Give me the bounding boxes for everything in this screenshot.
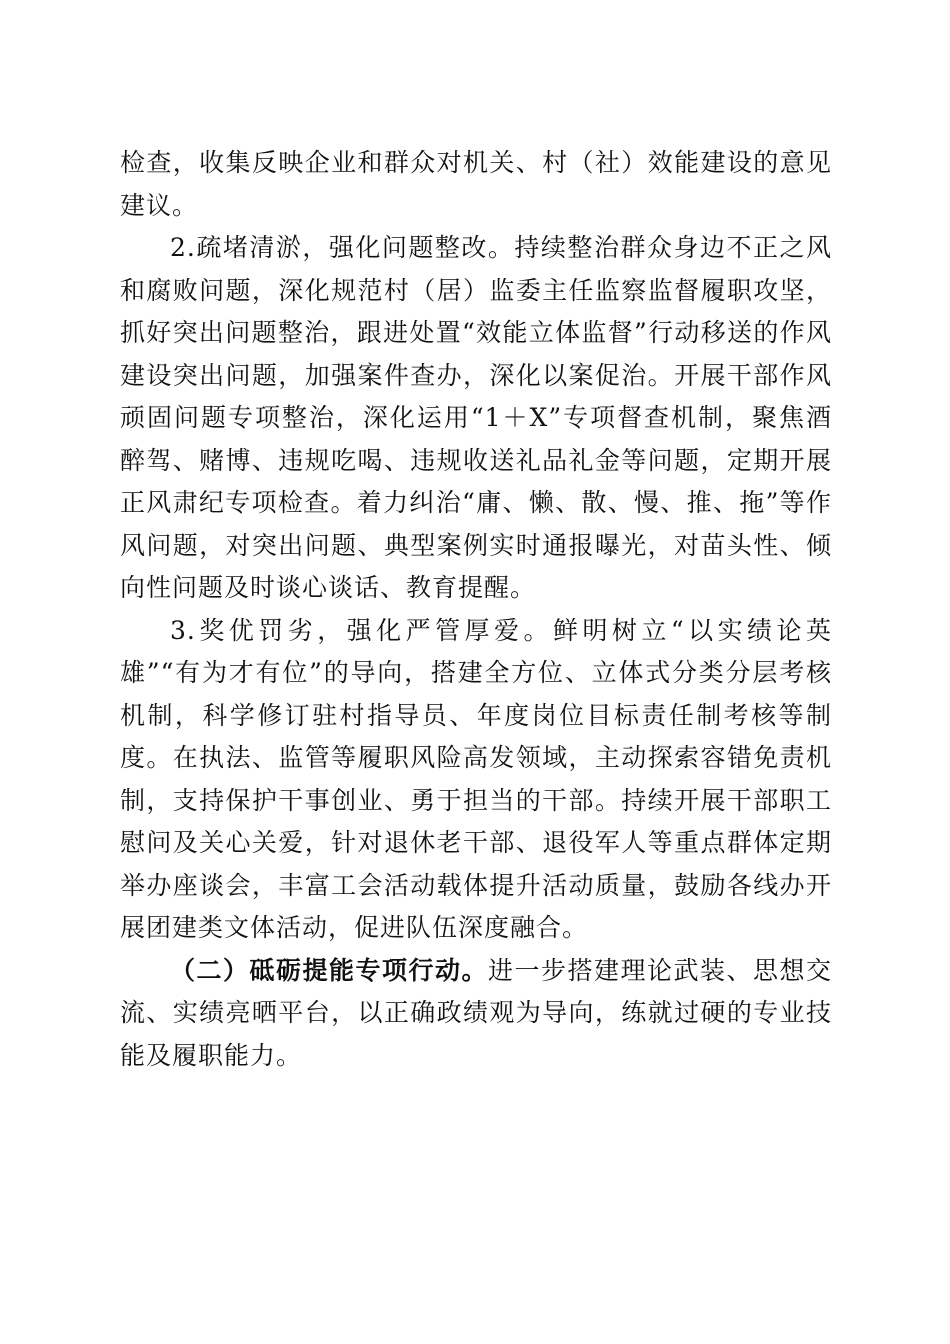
paragraph-continuation	[120, 142, 832, 227]
paragraph-item-3	[120, 610, 832, 950]
paragraph-text: 持续整治群众身边不正之风和腐败问题，深化规范村（居）监委主任监察监督履职攻坚，抓好突出问题整治，跟进处置“效能立体监督”行动移送的作风建设突出问题，加强案件查办，深化以案促治。开展干部作风顽固问题专项整治，深化运用“1＋X”专项督查机制，聚焦酒醉驾、赌博、违规吃喝、违规收送礼品礼金等问题，定期开展正风肃纪专项检查。着力纠治“庸、懒、散、慢、推、拖”等作风问题，对突出问题、典型案例实时通报曝光，对苗头性、倾向性问题及时谈心谈话、教育提醒。	[120, 233, 832, 602]
paragraph-heading: 2.疏堵清淤，强化问题整改。	[170, 233, 515, 262]
paragraph-section-2	[120, 950, 832, 1078]
paragraph-item-2	[120, 227, 832, 610]
paragraph-text: 鲜明树立“以实绩论英雄”“有为才有位”的导向，搭建全方位、立体式分类分层考核机制，科学修订驻村指导员、年度岗位目标责任制考核等制度。在执法、监管等履职风险高发领域，主动探索容错免责机制，支持保护干事创业、勇于担当的干部。持续开展干部职工慰问及关心关爱，针对退休老干部、退役军人等重点群体定期举办座谈会，丰富工会活动载体提升活动质量，鼓励各线办开展团建类文体活动，促进队伍深度融合。	[120, 615, 832, 942]
paragraph-text: 进一步搭建理论武装、思想交流、实绩亮晒平台，以正确政绩观为导向，练就过硬的专业技能及履职能力。	[120, 955, 832, 1070]
paragraph-heading: 3.奖优罚劣，强化严管厚爱。	[170, 615, 553, 645]
section-heading: （二）砥砺提能专项行动。	[170, 955, 488, 985]
document-body	[120, 142, 832, 1077]
paragraph-text: 检查，收集反映企业和群众对机关、村（社）效能建设的意见建议。	[120, 148, 832, 220]
